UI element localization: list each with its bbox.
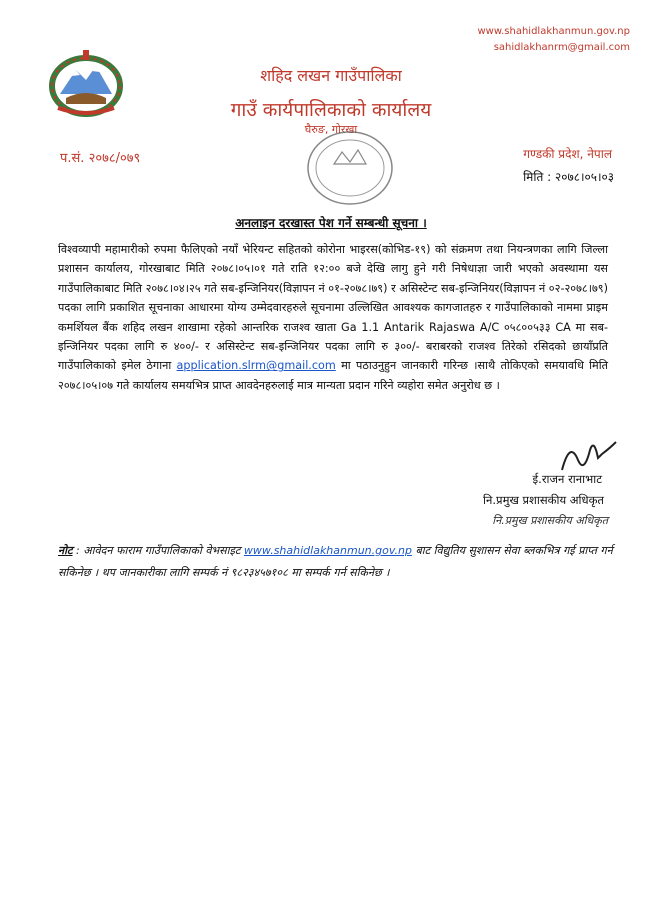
notice-body [58, 240, 608, 395]
province-text: गण्डकी प्रदेश, नेपाल [523, 147, 612, 161]
letter-date: मिति : २०७८।०५।०३ [523, 170, 614, 184]
signatory-stamp: नि.प्रमुख प्रशासकीय अधिकृत [492, 514, 608, 527]
office-seal-icon [300, 118, 400, 218]
application-email-link[interactable]: application.slrm@gmail.com [176, 359, 336, 373]
office-name: गाउँ कार्यपालिकाको कार्यालय [230, 99, 432, 121]
body-text-2: मा पठाउनुहुन जानकारी गरिन्छ ।साथै तोकिएको समयावधि मिति २०७८।०५।०७ गते कार्यालय समयभित्र प्राप्त आवदेनहरुलाई मात्र मान्यता प्रदान गरिने व्यहोरा समेत अनुरोध छ । [58, 359, 609, 392]
note-label: नोट [58, 544, 73, 557]
note-text-2: बाट विद्युतिय सुशासन सेवा ब्लकभित्र गई प्राप्त गर्न सकिनेछ । थप जानकारीका लागि सम्पर्क नं ९८२३४५७१०८ मा सम्पर्क गर्न सकिनेछ । [58, 544, 613, 579]
signatory-title: नि.प्रमुख प्रशासकीय अधिकृत [483, 493, 604, 507]
body-text-1: विश्वव्यापी महामारीको रुपमा फैलिएको नयाँ भेरियन्ट सहितको कोरोना भाइरस(कोभिड-१९) को संक्रमण तथा नियन्त्रणका लागि जिल्ला प्रशासन कार्यालय, गोरखाबाट मिति २०७८।०५।०१ गते राति १२:०० बजे देखि लागु हुने गरी निषेधाज्ञा जारी भएको अवस्थामा यस गाउँपालिकाबाट मिति २०७८।०४।२५ गते सब-इन्जिनियर(विज्ञापन नं ०१-२०७८।७९) र असिस्टेन्ट सब-इन्जिनियर(विज्ञापन नं ०२-२०७८।७९) पदका लागि प्रकाशित सूचनाका आधारमा योग्य उम्मेदवारहरुले सूचनामा उल्लिखित आवश्यक कागजातहरु र गाउँपालिकाको नाममा प्राइम कमर्शियल बैंक शहिद लखन शाखामा रहेको आन्तरिक राजश्व खाता Ga 1.1 Antarik Rajaswa A/C ०५८००५३३ CA मा सब-इन्जिनियर पदका लागि रु ४००/- र असिस्टेन्ट सब-इन्जिनियर पदका लागि रु ३००/- बराबरको राजश्व तिरेको रसिदको छायाँप्रति गाउँपालिकाको इमेल ठेगाना [58, 243, 608, 373]
footer-note [58, 540, 618, 584]
reference-number: प.सं. २०७८/०७९ [60, 151, 141, 166]
website-text: www.shahidlakhanmun.gov.np [477, 26, 630, 37]
note-text-1: : आवेदन फाराम गाउँपालिकाको वेभसाइट [76, 544, 241, 557]
website-link[interactable]: www.shahidlakhanmun.gov.np [243, 544, 412, 557]
email-text: sahidlakhanrm@gmail.com [493, 42, 630, 53]
org-name: शहिद लखन गाउँपालिका [260, 66, 402, 85]
header-contacts [477, 24, 630, 56]
office-address: घैरुङ, गोरखा [304, 123, 358, 136]
notice-subject: अनलाइन दरखास्त पेश गर्ने सम्बन्धी सूचना । [235, 216, 427, 230]
signatory-name: ई.राजन रानाभाट [532, 472, 602, 486]
